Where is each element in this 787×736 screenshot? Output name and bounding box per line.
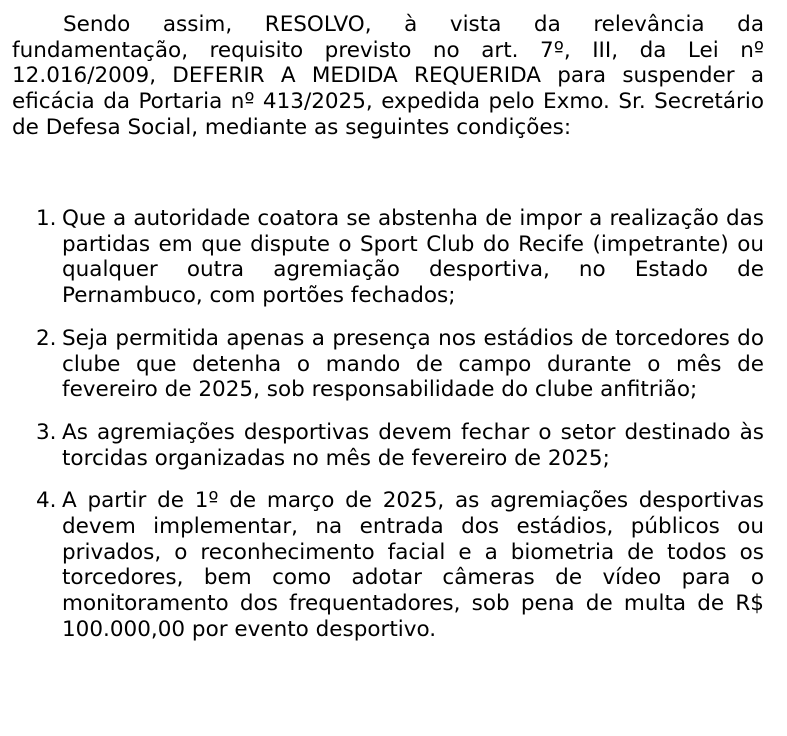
list-item-number: 4.	[36, 488, 57, 514]
list-item	[36, 206, 764, 309]
list-item-number: 1.	[36, 206, 57, 231]
list-item-text: Seja permitida apenas a presença nos estádios de torcedores do clube que detenha o mando de campo durante o mês de fevereiro de 2025, sob responsabilidade do clube anfitrião;	[62, 325, 764, 403]
list-item-text: Que a autoridade coatora se abstenha de impor a realização das partidas em que dispute o Sport Club do Recife (impetrante) ou qualquer outra agremiação desportiva, no Estado de Pernambuco, com portões fechados;	[62, 206, 764, 309]
list-item-text: A partir de 1º de março de 2025, as agremiações desportivas devem implementar, na entrada dos estádios, públicos ou privados, o reconhecimento facial e a biometria de todos os torcedores, bem como adotar câmeras de vídeo para o monitoramento dos frequentadores, sob pena de multa de R$ 100.000,00 por evento desportivo.	[62, 488, 764, 642]
intro-paragraph: Sendo assim, RESOLVO, à vista da relevância da fundamentação, requisito previsto no art. 7º, III, da Lei nº 12.016/2009, DEFERIR A MEDIDA REQUERIDA para suspender a eficácia da Portaria nº 413/2025, expedida pelo Exmo. Sr. Secretário de Defesa Social, mediante as seguintes condições:	[12, 12, 764, 140]
list-item	[36, 420, 764, 471]
list-item	[36, 488, 764, 642]
conditions-list	[36, 206, 764, 660]
list-item-number: 2.	[36, 325, 57, 351]
list-item-number: 3.	[36, 419, 57, 445]
list-item-text: As agremiações desportivas devem fechar o setor destinado às torcidas organizadas no mês de fevereiro de 2025;	[62, 419, 764, 471]
list-item	[36, 326, 764, 403]
